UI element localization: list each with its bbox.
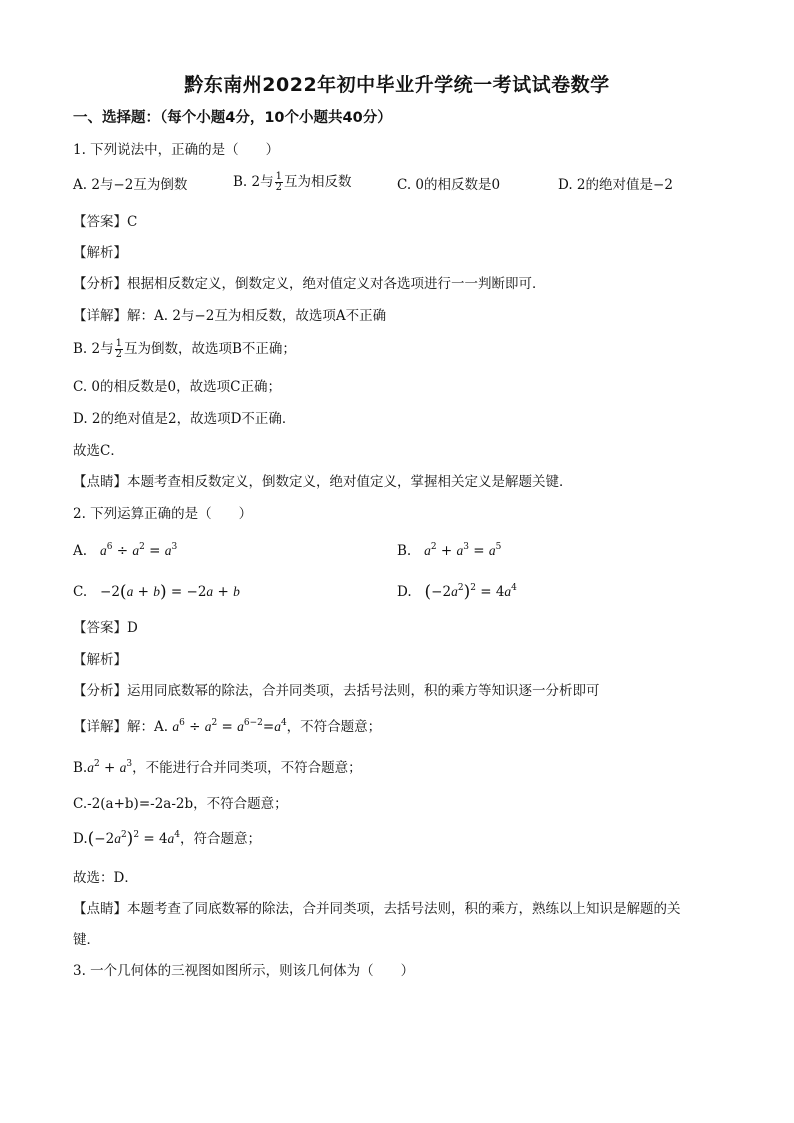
q1-line-b-pre: B. 2与 (73, 341, 114, 357)
q1-dianjing: 【点睛】本题考查相反数定义，倒数定义，绝对值定义，掌握相关定义是解题关键． (73, 474, 573, 490)
q2-option-c-label: C. (73, 584, 88, 600)
q1-option-b-pre: B. 2与 (233, 174, 274, 190)
q2-option-b-label: B. (397, 543, 412, 559)
q2-line-d-expr: $(-2a^2)^2 = 4a^4$ (87, 829, 181, 849)
q2-option-b-expr: $a^2 + a^3 = a^5$ (424, 542, 502, 559)
q1-option-b (233, 172, 351, 193)
q2-line-b (73, 758, 362, 778)
q1-line-b (73, 339, 296, 360)
q1-option-b-post: 互为相反数 (283, 174, 352, 190)
q2-xiangjie-expr: $a^6 \div a^2 = a^{6-2}=a^4$ (172, 718, 287, 735)
q2-xiangjie (73, 717, 381, 737)
q2-line-d-pre: D. (73, 831, 88, 847)
fraction-denominator: 2 (115, 349, 122, 360)
q1-option-c: C. 0的相反数是0 (397, 177, 501, 193)
q2-dianjing: 【点睛】本题考查了同底数幂的除法，合并同类项，去括号法则，积的乘方，熟练以上知识是解题的关 (73, 901, 681, 917)
q2-analysis-label: 【解析】 (73, 652, 127, 668)
q1-line-d: D. 2的绝对值是2，故选项D不正确． (73, 411, 296, 427)
q2-line-c: C.-2(a+b)=-2a-2b，不符合题意； (73, 796, 288, 812)
q1-line-c: C. 0的相反数是0，故选项C正确； (73, 379, 281, 395)
q1-line-b-post: 互为倒数，故选项B不正确； (123, 341, 296, 357)
q1-xiangjie: 【详解】解：A. 2与−2互为相反数，故选项A不正确 (73, 308, 387, 324)
fraction-numerator: 1 (115, 338, 122, 349)
q1-choice: 故选C． (73, 443, 124, 459)
q2-fenxi: 【分析】运用同底数幂的除法，合并同类项，去括号法则，积的乘方等知识逐一分析即可 (73, 683, 600, 699)
fraction-denominator: 2 (275, 182, 282, 193)
q3-stem: 3. 一个几何体的三视图如图所示，则该几何体为（ ） (73, 963, 415, 979)
fraction-numerator: 1 (275, 171, 282, 182)
q2-option-c-expr: −2(a + b) = −2a + b (91, 582, 240, 602)
q2-option-d (397, 582, 517, 602)
q1-fenxi: 【分析】根据相反数定义，倒数定义，绝对值定义对各选项进行一一判断即可． (73, 276, 546, 292)
q2-option-b (397, 541, 501, 561)
q2-line-b-expr: $a^2 + a^3$ (87, 759, 133, 776)
q2-option-a-expr: $a^6 \div a^2 = a^3$ (99, 542, 178, 559)
q1-stem: 1. 下列说法中，正确的是（ ） (73, 142, 280, 158)
q1-line-b-fraction (115, 339, 123, 360)
q1-option-b-fraction (275, 172, 283, 193)
q2-line-d (73, 829, 261, 849)
q1-option-a: A. 2与−2互为倒数 (73, 177, 188, 193)
q2-choice: 故选：D． (73, 870, 138, 886)
q2-option-d-expr: $(-2a^2)^2 = 4a^4$ (424, 582, 517, 602)
q2-option-c (73, 582, 240, 602)
q2-line-b-post: ，不能进行合并同类项，不符合题意； (132, 760, 362, 776)
q2-stem: 2. 下列运算正确的是（ ） (73, 506, 253, 522)
q2-xiangjie-pre: 【详解】解：A. (73, 719, 169, 735)
q2-answer: 【答案】D (73, 620, 138, 636)
section-heading: 一、选择题：（每个小题4分，10个小题共40分） (73, 110, 392, 126)
q2-dianjing-cont: 键． (73, 932, 100, 948)
q2-line-d-post: ，符合题意； (180, 831, 262, 847)
q2-line-b-pre: B. (73, 760, 88, 776)
q2-option-a-label: A. (73, 543, 88, 559)
q1-option-d: D. 2的绝对值是−2 (558, 177, 673, 193)
q2-option-d-label: D. (397, 584, 412, 600)
q1-analysis-label: 【解析】 (73, 245, 127, 261)
q2-option-a (73, 541, 177, 561)
q1-answer: 【答案】C (73, 214, 138, 230)
q2-xiangjie-post: ，不符合题意； (286, 719, 382, 735)
page-title: 黔东南州2022年初中毕业升学统一考试试卷数学 (184, 74, 610, 96)
